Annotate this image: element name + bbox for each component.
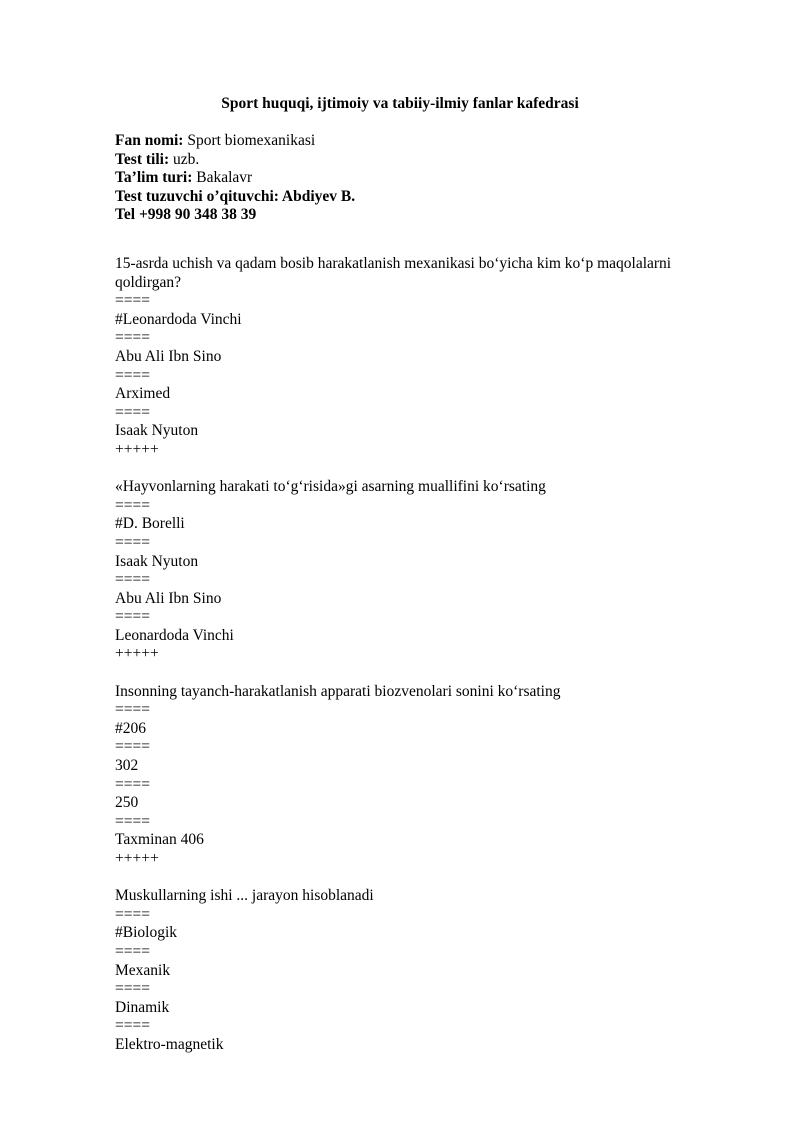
question-block — [115, 478, 705, 664]
question-list — [115, 255, 705, 1055]
question-gap — [115, 869, 705, 888]
answer-option: #206 — [115, 719, 146, 737]
question-end-separator: +++++ — [115, 645, 159, 663]
question-text: «Hayvonlarning harakati to‘g‘risida»gi asarning muallifini ko‘rsating — [115, 478, 546, 496]
option-separator: ==== — [115, 329, 150, 347]
question-block — [115, 887, 705, 1054]
option-separator: ==== — [115, 496, 150, 514]
education-label: Ta’lim turi: — [115, 169, 193, 187]
document-title: Sport huquqi, ijtimoiy va tabiiy-ilmiy fanlar kafedrasi — [221, 95, 579, 112]
question-end-separator: +++++ — [115, 440, 159, 458]
answer-option: Dinamik — [115, 998, 170, 1016]
question-text: Insonning tayanch-harakatlanish apparati biozvenolari sonini ko‘rsating — [115, 682, 561, 700]
answer-option: 250 — [115, 794, 139, 812]
author-line — [115, 188, 695, 207]
question-block — [115, 255, 705, 460]
answer-option: #D. Borelli — [115, 515, 185, 533]
answer-option: Arximed — [115, 385, 171, 403]
question-text: 15-asrda uchish va qadam bosib harakatlanish mexanikasi bo‘yicha kim ko‘p maqolalarni qoldirgan? — [115, 255, 672, 291]
option-separator: ==== — [115, 533, 150, 551]
subject-line — [115, 132, 695, 151]
option-separator: ==== — [115, 571, 150, 589]
author-label: Test tuzuvchi o’qituvchi: Abdiyev B. — [115, 187, 356, 205]
option-separator: ==== — [115, 1017, 150, 1035]
answer-option: Abu Ali Ibn Sino — [115, 589, 222, 607]
option-separator: ==== — [115, 738, 150, 756]
answer-option: Taxminan 406 — [115, 831, 204, 849]
document-meta — [115, 132, 695, 225]
subject-value: Sport biomexanikasi — [183, 132, 316, 149]
question-block — [115, 683, 705, 869]
option-separator: ==== — [115, 403, 150, 421]
question-gap — [115, 664, 705, 683]
option-separator: ==== — [115, 608, 150, 626]
question-text: Muskullarning ishi ... jarayon hisoblanadi — [115, 887, 374, 905]
option-separator: ==== — [115, 701, 150, 719]
language-line — [115, 151, 695, 170]
language-label: Test tili: — [115, 150, 170, 168]
language-value: uzb. — [169, 150, 200, 168]
phone-line — [115, 206, 695, 225]
answer-option: Isaak Nyuton — [115, 422, 199, 440]
option-separator: ==== — [115, 292, 150, 310]
education-value: Bakalavr — [192, 169, 253, 187]
answer-option: Elektro-magnetik — [115, 1035, 224, 1053]
answer-option: Leonardoda Vinchi — [115, 626, 234, 644]
option-separator: ==== — [115, 366, 150, 384]
question-end-separator: +++++ — [115, 850, 159, 867]
education-line — [115, 169, 695, 188]
answer-option: Abu Ali Ibn Sino — [115, 347, 222, 365]
subject-label: Fan nomi: — [115, 132, 184, 149]
option-separator: ==== — [115, 980, 150, 998]
option-separator: ==== — [115, 942, 150, 960]
answer-option: Mexanik — [115, 961, 171, 979]
answer-option: #Biologik — [115, 924, 178, 942]
phone-label: Tel +998 90 348 38 39 — [115, 206, 257, 224]
answer-option: #Leonardoda Vinchi — [115, 310, 242, 328]
option-separator: ==== — [115, 812, 150, 830]
answer-option: 302 — [115, 757, 139, 775]
option-separator: ==== — [115, 775, 150, 793]
answer-option: Isaak Nyuton — [115, 552, 199, 570]
option-separator: ==== — [115, 905, 150, 923]
question-gap — [115, 460, 705, 479]
